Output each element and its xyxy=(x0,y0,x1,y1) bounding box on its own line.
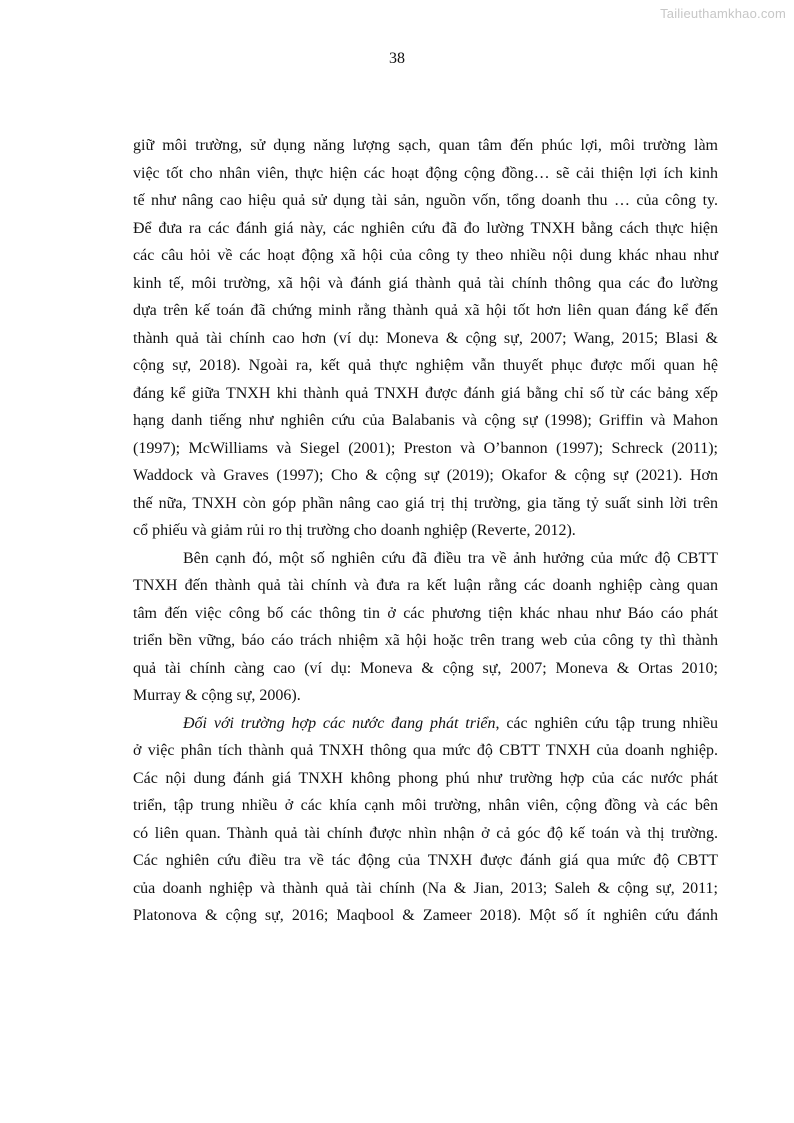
text-line: có liên quan. Thành quả tài chính được nhìn nhận ở cả góc độ kế toán và thị trường. xyxy=(133,824,718,842)
text-line: triển, tập trung nhiều ở các khía cạnh môi trường, nhân viên, cộng đồng và các bên xyxy=(133,797,718,814)
text-line: tế như nâng cao hiệu quả sử dụng tài sản, nguồn vốn, tổng doanh thu … của công ty. xyxy=(133,192,718,209)
text-line: Để đưa ra các đánh giá này, các nghiên cứu đã đo lường TNXH bằng cách thực hiện xyxy=(133,219,718,237)
text-line: cổ phiếu và giảm rủi ro thị trường cho doanh nghiệp (Reverte, 2012). xyxy=(133,522,576,539)
text-line: đáng kể giữa TNXH khi thành quả TNXH được đánh giá bằng chỉ số từ các bảng xếp xyxy=(133,384,718,402)
text-line: hạng danh tiếng như nghiên cứu của Balabanis và cộng sự (1998); Griffin và Mahon xyxy=(133,412,718,429)
body-text xyxy=(133,132,718,930)
text-line xyxy=(133,710,718,738)
watermark: Tailieuthamkhao.com xyxy=(660,6,786,21)
text-line: quả tài chính càng cao (ví dụ: Moneva & cộng sự, 2007; Moneva & Ortas 2010; xyxy=(133,659,718,677)
text-line: kinh tế, môi trường, xã hội và đánh giá thành quả tài chính thông qua các đo lường xyxy=(133,274,718,292)
text-line: Waddock và Graves (1997); Cho & cộng sự (2019); Okafor & cộng sự (2021). Hơn xyxy=(133,467,718,484)
text-line: TNXH đến thành quả tài chính và đưa ra kết luận rằng các doanh nghiệp càng quan xyxy=(133,577,718,594)
text-line: Các nội dung đánh giá TNXH không phong phú như trường hợp của các nước phát xyxy=(133,769,718,787)
text-line: Platonova & cộng sự, 2016; Maqbool & Zameer 2018). Một số ít nghiên cứu đánh xyxy=(133,907,718,924)
text-line: thế nữa, TNXH còn góp phần nâng cao giá trị thị trường, gia tăng tỷ suất sinh lời trên xyxy=(133,494,718,512)
text-line: thành quả tài chính cao hơn (ví dụ: Moneva & cộng sự, 2007; Wang, 2015; Blasi & xyxy=(133,329,718,347)
italic-heading: Đối với trường hợp các nước đang phát triển xyxy=(183,714,496,732)
paragraph-3 xyxy=(133,710,718,930)
text-line: ở việc phân tích thành quả TNXH thông qua mức độ CBTT TNXH của doanh nghiệp. xyxy=(133,742,718,759)
page-number: 38 xyxy=(389,50,405,67)
text-line: triển bền vững, báo cáo trách nhiệm xã hội hoặc trên trang web của công ty thì thành xyxy=(133,632,718,649)
text-line: dựa trên kế toán đã chứng minh rằng thành quả xã hội tốt hơn liên quan đáng kể đến xyxy=(133,302,718,319)
text-line: (1997); McWilliams và Siegel (2001); Preston và O’bannon (1997); Schreck (2011); xyxy=(133,439,718,457)
text-line: Bên cạnh đó, một số nghiên cứu đã điều tra về ảnh hưởng của mức độ CBTT xyxy=(183,549,718,567)
paragraph-1 xyxy=(133,132,718,545)
text-line: giữ môi trường, sử dụng năng lượng sạch, quan tâm đến phúc lợi, môi trường làm xyxy=(133,137,718,154)
text-line: cộng sự, 2018). Ngoài ra, kết quả thực nghiệm vẫn thuyết phục được mối quan hệ xyxy=(133,357,718,374)
text-run: , các nghiên cứu tập trung nhiều xyxy=(495,714,718,732)
text-line: của doanh nghiệp và thành quả tài chính (Na & Jian, 2013; Saleh & cộng sự, 2011; xyxy=(133,879,718,897)
text-line: việc tốt cho nhân viên, thực hiện các hoạt động cộng đồng… sẽ cải thiện lợi ích kinh xyxy=(133,164,718,182)
text-line: Murray & cộng sự, 2006). xyxy=(133,687,301,704)
text-line: các câu hỏi về các hoạt động xã hội của công ty theo nhiều nội dung khác nhau như xyxy=(133,247,718,264)
paragraph-2 xyxy=(133,545,718,710)
text-line: tâm đến việc công bố các thông tin ở các phương tiện khác nhau như Báo cáo phát xyxy=(133,604,718,622)
text-line: Các nghiên cứu điều tra về tác động của TNXH được đánh giá qua mức độ CBTT xyxy=(133,852,718,869)
